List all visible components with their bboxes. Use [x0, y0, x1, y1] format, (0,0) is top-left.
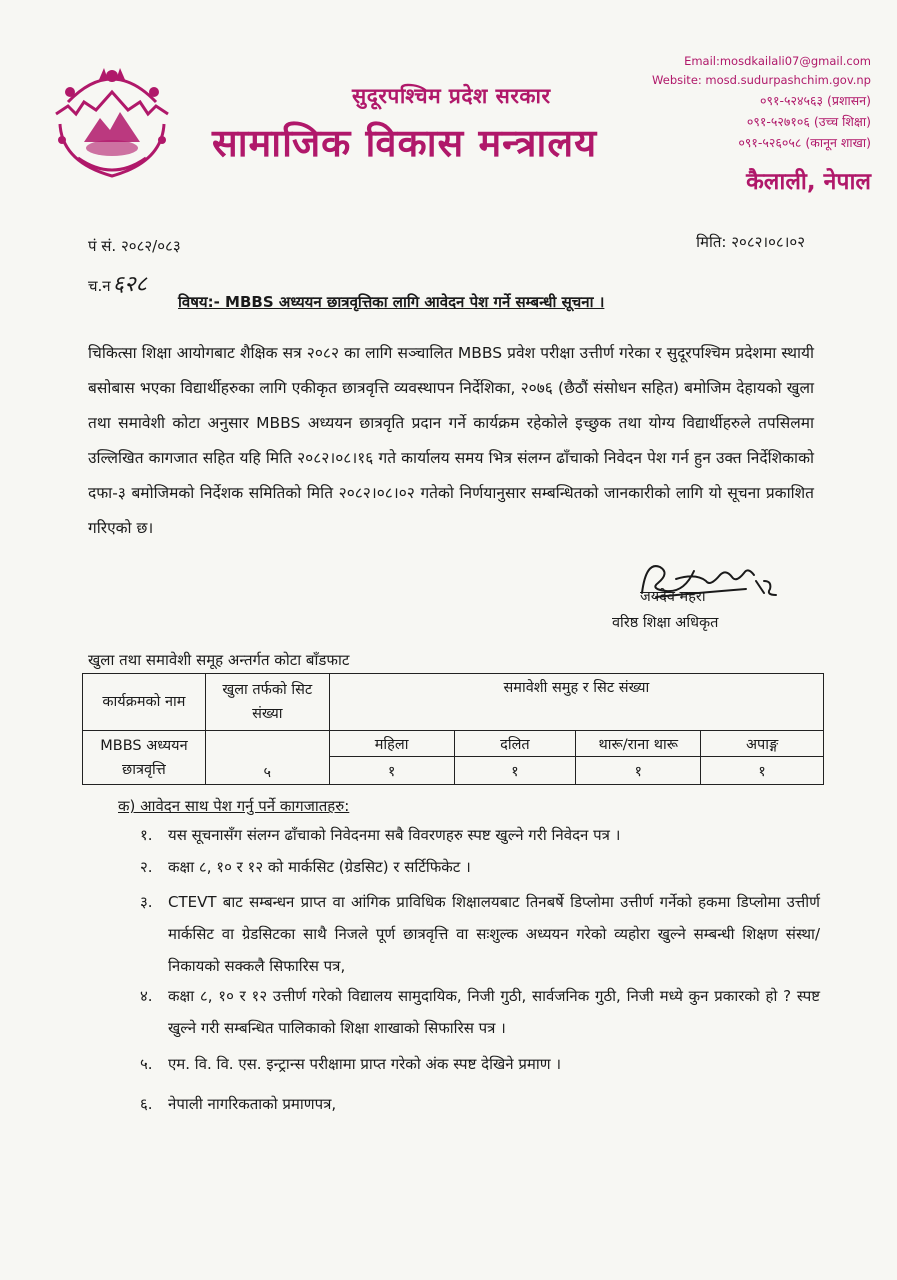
list-item-number: २.	[140, 858, 153, 876]
list-item	[140, 1088, 760, 1120]
seats-tharu: १	[576, 757, 701, 785]
list-item-text: कक्षा ८, १० र १२ उत्तीर्ण गरेको विद्यालय सामुदायिक, निजी गुठी, सार्वजनिक गुठी, निजी मध्ये कुन प्रकारको हो ? स्पष्ट खुल्ने गरी सम्बन्धित पालिकाको शिक्षा शाखाको सिफारिस पत्र ।	[168, 987, 820, 1037]
list-item-number: ६.	[140, 1095, 153, 1113]
documents-title: क) आवेदन साथ पेश गर्नु पर्ने कागजातहरु:	[118, 797, 350, 815]
group-tharu: थारू/राना थारू	[576, 731, 701, 757]
list-item	[140, 980, 820, 1044]
list-item	[140, 819, 760, 851]
group-disabled: अपाङ्ग	[701, 731, 824, 757]
ministry-name: सामाजिक विकास मन्त्रालय	[212, 121, 598, 165]
dispatch-label: च.न	[88, 277, 111, 295]
list-item	[140, 1048, 760, 1080]
seats-women: १	[329, 757, 454, 785]
list-item-number: ३.	[140, 893, 153, 911]
phone-law-section: ०९१-५२६०५८ (कानून शाखा)	[738, 135, 871, 150]
list-item-text: एम. वि. वि. एस. इन्ट्रान्स परीक्षामा प्राप्त गरेको अंक स्पष्ट देखिने प्रमाण ।	[168, 1055, 562, 1073]
open-seats-cell: ५	[205, 731, 329, 785]
signatory-name: जयदेव महरा	[640, 589, 706, 605]
list-item-number: ४.	[140, 987, 153, 1005]
list-item-number: ५.	[140, 1055, 153, 1073]
quota-table	[82, 673, 824, 785]
letter-date: मिति: २०८२।०८।०२	[696, 233, 805, 251]
header-inclusive-group: समावेशी समुह र सिट संख्या	[329, 674, 823, 731]
group-dalit: दलित	[454, 731, 576, 757]
dispatch-number	[88, 268, 147, 298]
list-item-text: CTEVT बाट सम्बन्धन प्राप्त वा आंगिक प्राविधिक शिक्षालयबाट तिनबर्षे डिप्लोमा उत्तीर्ण गर्नेको हकमा डिप्लोमा उत्तीर्ण मार्कसिट वा ग्रेडसिटका साथै निजले पूर्ण छात्रवृत्ति वा सःशुल्क अध्ययन गरेको व्यहोरा खुल्ने सम्बन्धी शिक्षण संस्था/ निकायको सक्कलै सिफारिस पत्र,	[168, 893, 820, 975]
seats-dalit: १	[454, 757, 576, 785]
list-item	[140, 886, 820, 982]
contact-block	[652, 52, 871, 153]
email-text: Email:mosdkailali07@gmail.com	[684, 54, 871, 68]
signatory-title: वरिष्ठ शिक्षा अधिकृत	[612, 615, 719, 631]
nepal-emblem-icon	[48, 62, 176, 184]
government-name: सुदूरपश्चिम प्रदेश सरकार	[352, 84, 551, 108]
reference-number: पं सं. २०८२/०८३	[88, 237, 181, 255]
header-open-seats: खुला तर्फको सिट संख्या	[205, 674, 329, 731]
header-program: कार्यक्रमको नाम	[83, 674, 206, 731]
website-text: Website: mosd.sudurpashchim.gov.np	[652, 73, 871, 87]
list-item-text: यस सूचनासँग संलग्न ढाँचाको निवेदनमा सबै विवरणहरु स्पष्ट खुल्ने गरी निवेदन पत्र ।	[168, 826, 621, 844]
program-name-cell: MBBS अध्ययन छात्रवृत्ति	[83, 731, 206, 785]
list-item-text: नेपाली नागरिकताको प्रमाणपत्र,	[168, 1095, 337, 1113]
dispatch-handwritten-number: ६२८	[112, 272, 147, 297]
seats-disabled: १	[701, 757, 824, 785]
table-header-row	[83, 674, 824, 731]
subject-line: विषय:- MBBS अध्ययन छात्रवृत्तिका लागि आवेदन पेश गर्ने सम्बन्धी सूचना ।	[178, 293, 605, 311]
notice-body: चिकित्सा शिक्षा आयोगबाट शैक्षिक सत्र २०८२ का लागि सञ्चालित MBBS प्रवेश परीक्षा उत्तीर्ण गरेका र सुदूरपश्चिम प्रदेशमा स्थायी बसोबास भएका विद्यार्थीहरुका लागि एकीकृत छात्रवृत्ति व्यवस्थापन निर्देशिका, २०७६ (छैठौं संसोधन सहित) बमोजिम देहायको खुला तथा समावेशी कोटा अनुसार MBBS अध्ययन छात्रवृति प्रदान गर्ने कार्यक्रम रहेकोले इच्छुक तथा योग्य विद्यार्थीहरुले तपसिलमा उल्लिखित कागजात सहित यहि मिति २०८२।०८।१६ गते कार्यालय समय भित्र संलग्न ढाँचाको निवेदन पेश गर्न हुन उक्त निर्देशिकाको दफा-३ बमोजिमको निर्देशक समितिको मिति २०८२।०८।०२ गतेको निर्णयानुसार सम्बन्धितको जानकारीको लागि यो सूचना प्रकाशित गरिएको छ।	[88, 344, 814, 537]
phone-admin: ०९१-५२४५६३ (प्रशासन)	[760, 93, 871, 108]
list-item	[140, 851, 760, 883]
office-location: कैलाली, नेपाल	[746, 169, 871, 195]
list-item-number: १.	[140, 826, 153, 844]
phone-higher-education: ०९१-५२७१०६ (उच्च शिक्षा)	[746, 114, 871, 129]
list-item-text: कक्षा ८, १० र १२ को मार्कसिट (ग्रेडसिट) र सर्टिफिकेट ।	[168, 858, 471, 876]
table-row	[83, 731, 824, 757]
quota-table-title: खुला तथा समावेशी समूह अन्तर्गत कोटा बाँडफाट	[88, 651, 350, 669]
group-women: महिला	[329, 731, 454, 757]
